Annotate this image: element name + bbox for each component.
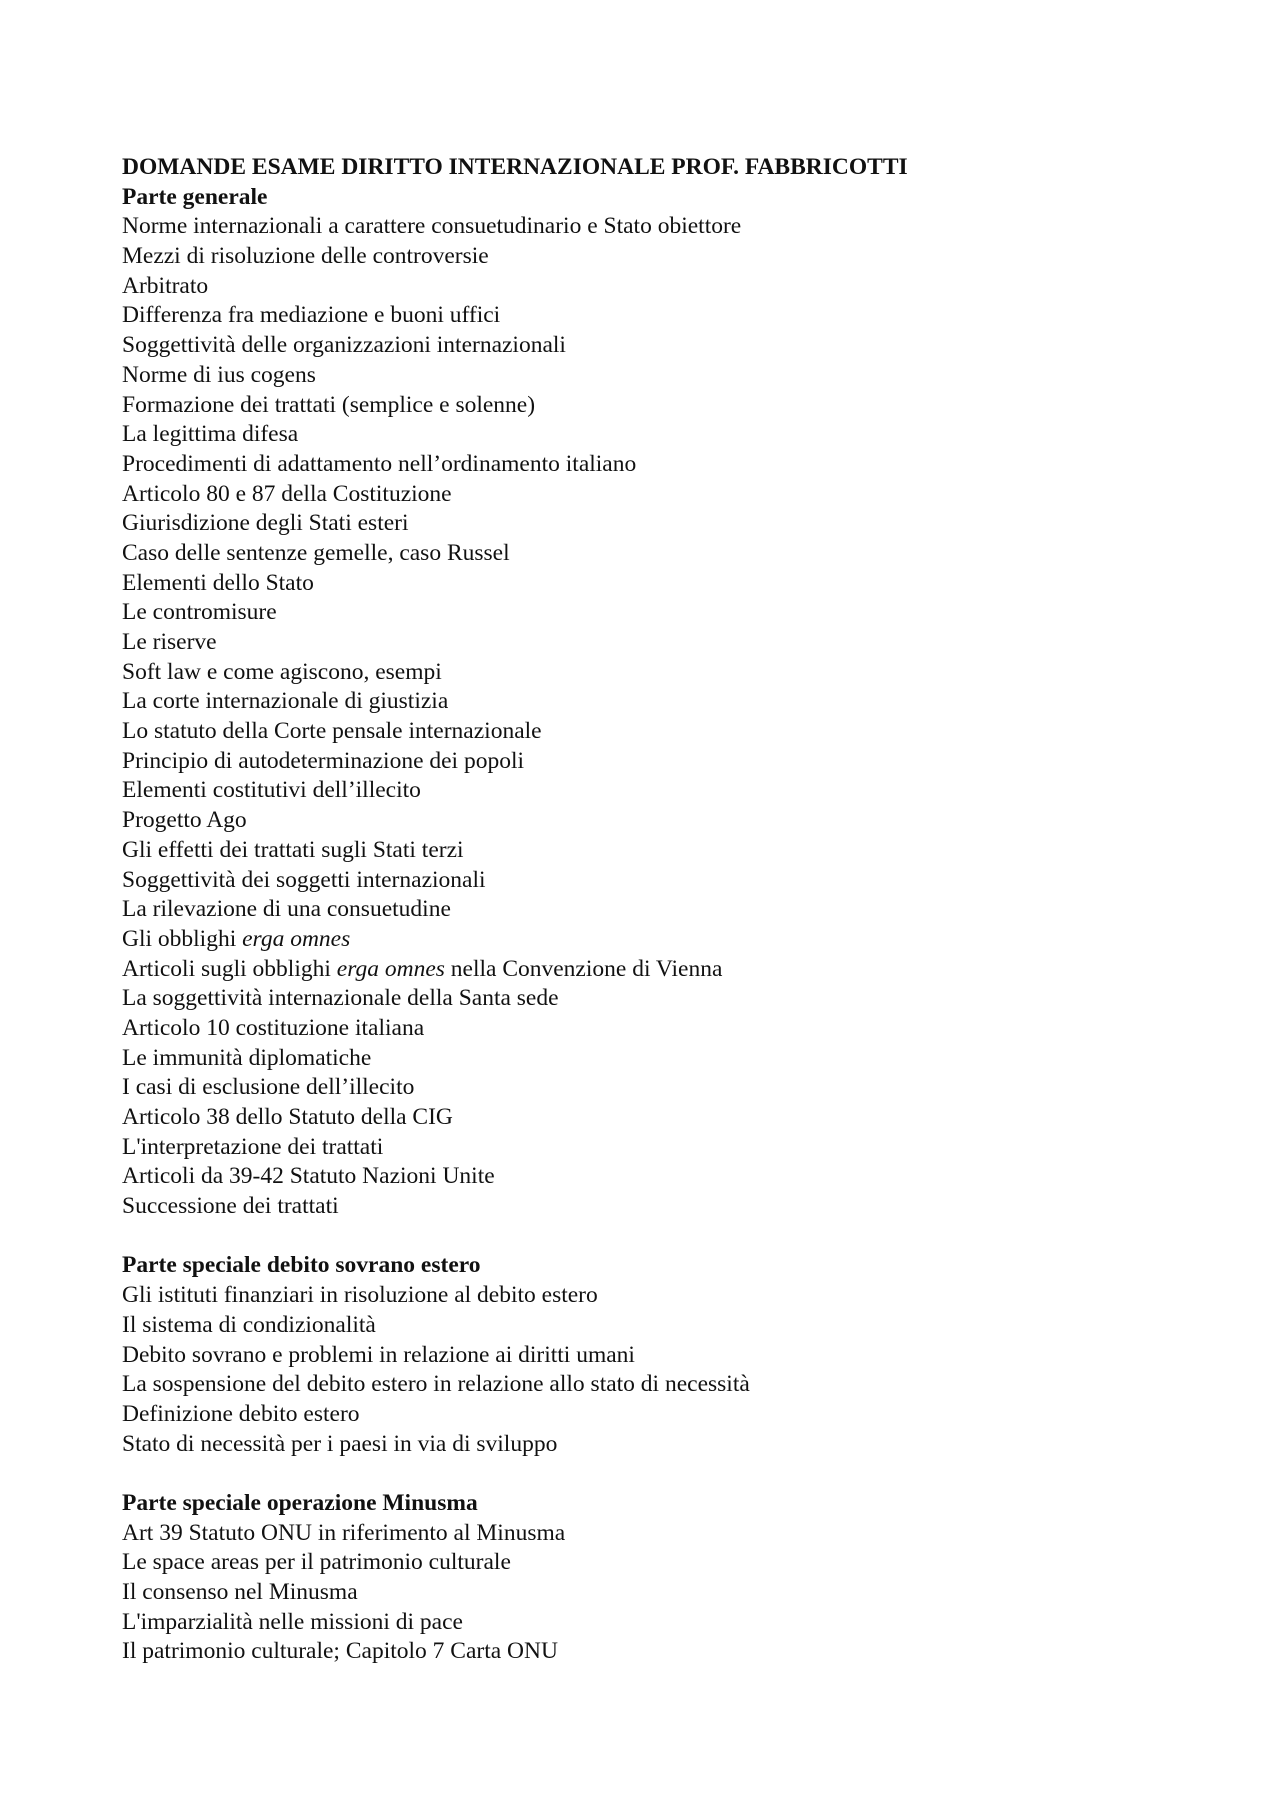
- list-item: Articoli da 39-42 Statuto Nazioni Unite: [122, 1163, 495, 1190]
- section-heading: Parte speciale operazione Minusma: [122, 1489, 478, 1516]
- list-item: Articolo 10 costituzione italiana: [122, 1014, 425, 1041]
- list-item: Lo statuto della Corte pensale internazionale: [122, 718, 542, 745]
- list-item: Elementi dello Stato: [122, 569, 314, 596]
- list-item: Arbitrato: [122, 272, 209, 299]
- list-item: L'imparzialità nelle missioni di pace: [122, 1608, 463, 1635]
- section-debito-sovrano: [122, 1251, 1182, 1459]
- list-item-emphasis: erga omnes: [336, 955, 445, 982]
- list-item: [122, 925, 1182, 955]
- list-item: La legittima difesa: [122, 421, 299, 448]
- section-operazione-minusma: [122, 1489, 1182, 1667]
- list-item: Formazione dei trattati (semplice e solenne): [122, 391, 536, 418]
- list-item: Elementi costitutivi dell’illecito: [122, 777, 421, 804]
- list-item: [122, 955, 1182, 985]
- list-item: Le immunità diplomatiche: [122, 1044, 372, 1071]
- section-heading: Parte speciale debito sovrano estero: [122, 1252, 481, 1279]
- list-item: Articolo 80 e 87 della Costituzione: [122, 480, 452, 507]
- list-item-text: nella Convenzione di Vienna: [444, 955, 723, 982]
- list-item: Norme di ius cogens: [122, 361, 316, 388]
- document-title: DOMANDE ESAME DIRITTO INTERNAZIONALE PROF. FABBRICOTTI: [122, 154, 908, 180]
- paragraph-gap: [122, 1459, 1182, 1489]
- list-item: La rilevazione di una consuetudine: [122, 896, 451, 923]
- list-item: Progetto Ago: [122, 807, 247, 834]
- list-item: Soggettività delle organizzazioni internazionali: [122, 332, 566, 359]
- list-item: Il sistema di condizionalità: [122, 1311, 376, 1338]
- list-item: Caso delle sentenze gemelle, caso Russel: [122, 539, 510, 566]
- list-item: Gli effetti dei trattati sugli Stati terzi: [122, 836, 464, 863]
- list-item: Definizione debito estero: [122, 1400, 360, 1427]
- list-item: I casi di esclusione dell’illecito: [122, 1074, 415, 1101]
- list-item: Le riserve: [122, 629, 217, 655]
- list-item: Procedimenti di adattamento nell’ordinamento italiano: [122, 450, 637, 477]
- document-body: [122, 153, 1182, 1667]
- list-item: L'interpretazione dei trattati: [122, 1133, 384, 1160]
- list-item-text: Gli obblighi: [122, 925, 243, 952]
- section-parte-generale: [122, 183, 1182, 1222]
- list-item: La corte internazionale di giustizia: [122, 688, 449, 715]
- list-item: Stato di necessità per i paesi in via di sviluppo: [122, 1430, 558, 1457]
- list-item: Art 39 Statuto ONU in riferimento al Minusma: [122, 1519, 566, 1546]
- list-item: Le space areas per il patrimonio culturale: [122, 1549, 511, 1576]
- list-item: Successione dei trattati: [122, 1193, 339, 1220]
- list-item: La sospensione del debito estero in relazione allo stato di necessità: [122, 1371, 750, 1398]
- list-item: Soggettività dei soggetti internazionali: [122, 866, 486, 893]
- list-item: Il patrimonio culturale; Capitolo 7 Carta ONU: [122, 1638, 558, 1665]
- list-item-text: Articoli sugli obblighi: [122, 955, 337, 982]
- list-item: Il consenso nel Minusma: [122, 1579, 358, 1605]
- list-item: Debito sovrano e problemi in relazione ai diritti umani: [122, 1341, 635, 1368]
- list-item: Norme internazionali a carattere consuetudinario e Stato obiettore: [122, 213, 742, 240]
- list-item: La soggettività internazionale della Santa sede: [122, 985, 559, 1012]
- list-item: Mezzi di risoluzione delle controversie: [122, 243, 489, 270]
- list-item: Le contromisure: [122, 599, 277, 626]
- list-item: Articolo 38 dello Statuto della CIG: [122, 1104, 453, 1130]
- list-item: Soft law e come agiscono, esempi: [122, 658, 442, 685]
- list-item-emphasis: erga omnes: [242, 925, 351, 952]
- list-item: Differenza fra mediazione e buoni uffici: [122, 302, 501, 329]
- paragraph-gap: [122, 1222, 1182, 1252]
- list-item: Gli istituti finanziari in risoluzione al debito estero: [122, 1282, 598, 1309]
- section-heading: Parte generale: [122, 183, 268, 210]
- list-item: Principio di autodeterminazione dei popoli: [122, 747, 525, 774]
- list-item: Giurisdizione degli Stati esteri: [122, 510, 409, 537]
